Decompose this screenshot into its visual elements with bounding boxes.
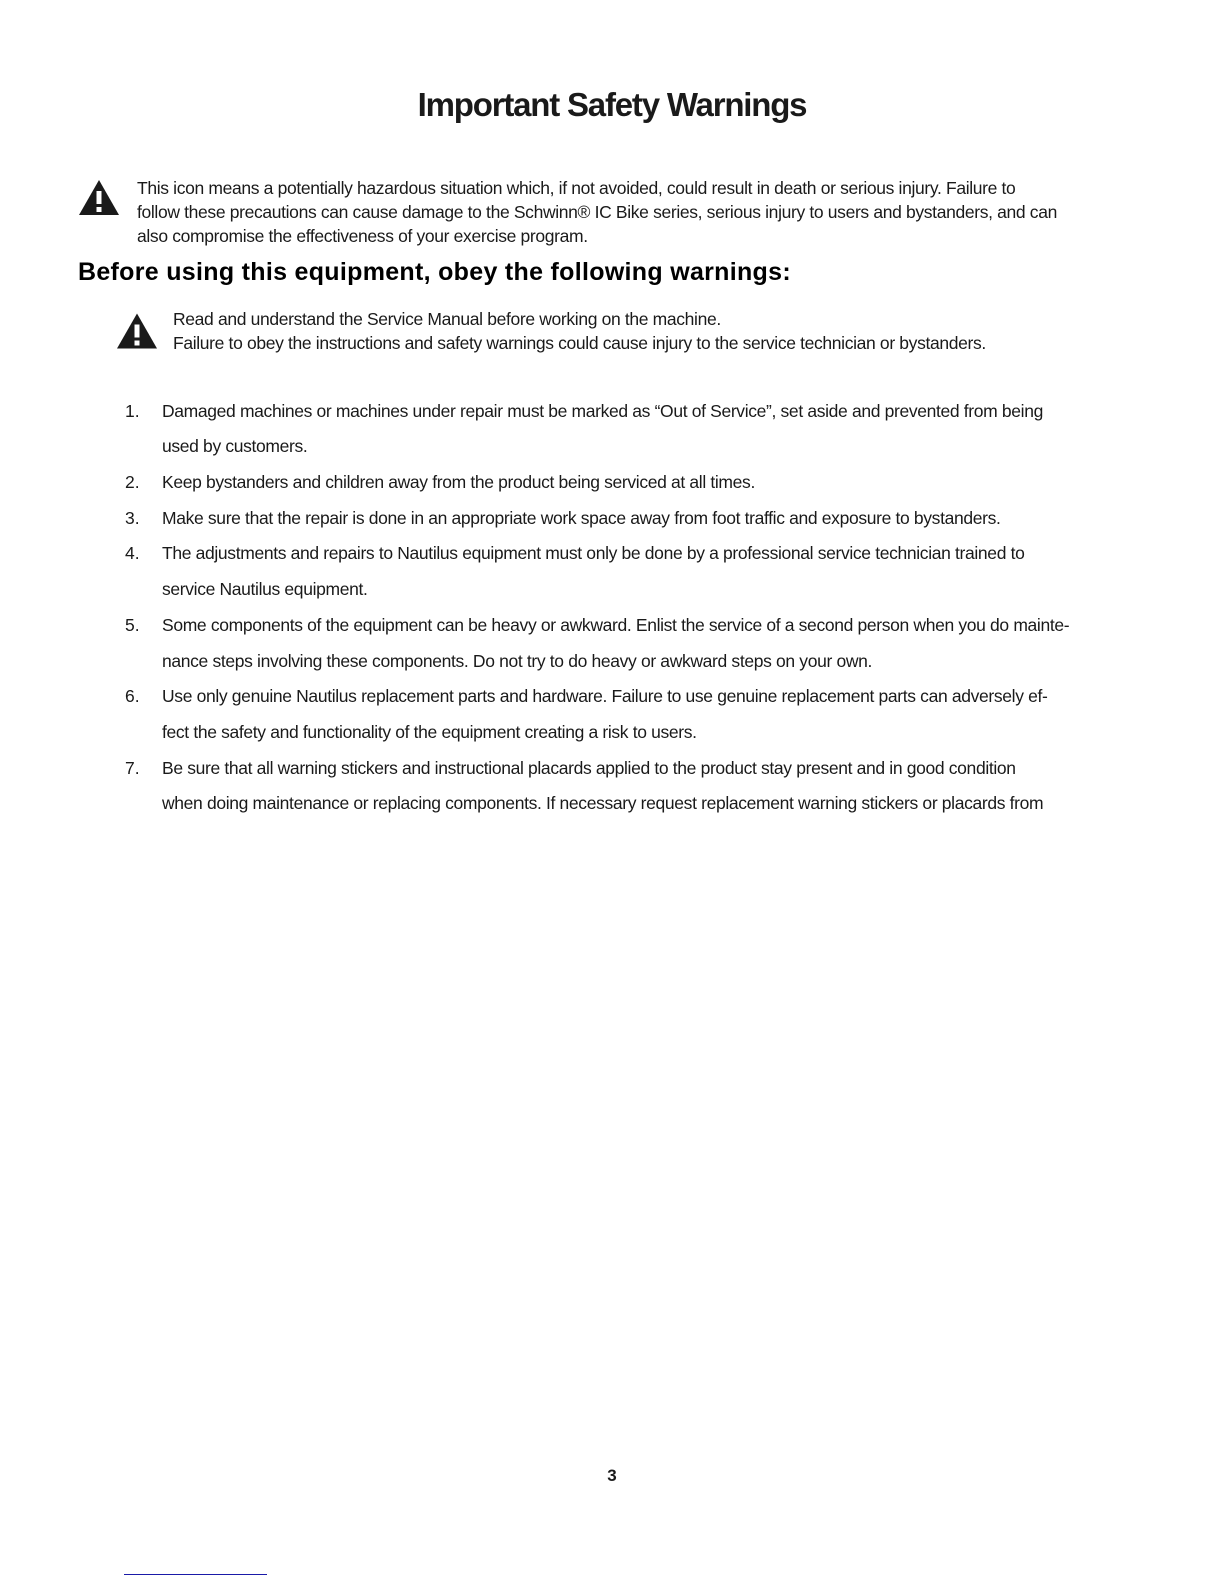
page-title: Important Safety Warnings [417,86,807,123]
warning-triangle-icon [116,312,158,350]
list-number: 6. [125,686,140,706]
list-number: 3. [125,508,140,528]
list-item-line: Keep bystanders and children away from the product being serviced at all times. [162,472,755,492]
section-heading: Before using this equipment, obey the following warnings: [78,258,791,286]
list-item-line: Some components of the equipment can be heavy or awkward. Enlist the service of a second person when you do mainte- [162,615,1070,635]
list-item-line: Be sure that all warning stickers and instructional placards applied to the product stay present and in good condition [162,758,1016,778]
page-number: 3 [607,1466,617,1485]
list-number: 1. [125,401,140,421]
footnote-rule [124,1574,267,1575]
list-item-line: The adjustments and repairs to Nautilus equipment must only be done by a professional service technician trained to [162,543,1025,563]
intro-line: also compromise the effectiveness of your exercise program. [137,226,588,246]
list-number: 2. [125,472,140,492]
service-warning-line: Read and understand the Service Manual before working on the machine. [173,309,721,329]
warning-triangle-icon [78,179,120,216]
list-item-line: Make sure that the repair is done in an appropriate work space away from foot traffic and exposure to bystanders. [162,508,1001,528]
list-item-line: used by customers. [162,436,308,456]
list-item-line: Use only genuine Nautilus replacement parts and hardware. Failure to use genuine replacement parts can adversely ef- [162,686,1048,706]
list-item-line: service Nautilus equipment. [162,579,368,599]
intro-line: This icon means a potentially hazardous situation which, if not avoided, could result in death or serious injury. Failure to [137,178,1016,198]
list-item-line: Damaged machines or machines under repair must be marked as “Out of Service”, set aside and prevented from being [162,401,1043,421]
intro-line: follow these precautions can cause damage to the Schwinn® IC Bike series, serious injury to users and bystanders, and can [137,202,1057,222]
list-number: 4. [125,543,140,563]
list-item-line: nance steps involving these components. Do not try to do heavy or awkward steps on your own. [162,651,873,671]
service-warning-line: Failure to obey the instructions and safety warnings could cause injury to the service technician or bystanders. [173,333,986,353]
list-item-line: when doing maintenance or replacing components. If necessary request replacement warning stickers or placards from [162,793,1044,813]
list-number: 5. [125,615,140,635]
list-number: 7. [125,758,140,778]
list-item-line: fect the safety and functionality of the equipment creating a risk to users. [162,722,697,742]
